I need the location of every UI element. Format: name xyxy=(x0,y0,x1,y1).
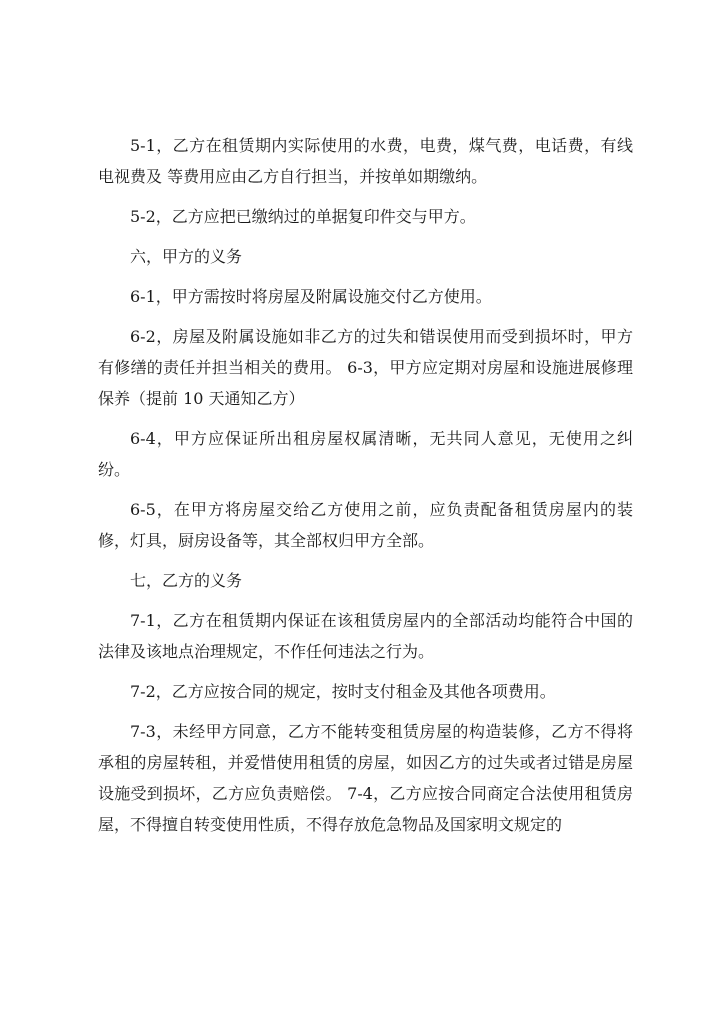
paragraph-6-5: 6-5，在甲方将房屋交给乙方使用之前，应负责配备租赁房屋内的装修，灯具，厨房设备等，其全部权归甲方全部。 xyxy=(98,500,633,550)
paragraph-6-4: 6-4，甲方应保证所出租房屋权属清晰，无共同人意见，无使用之纠纷。 xyxy=(98,429,633,479)
document-body xyxy=(98,130,633,849)
paragraph-7-3: 7-3，未经甲方同意，乙方不能转变租赁房屋的构造装修，乙方不得将承租的房屋转租，并爱惜使用租赁的房屋，如因乙方的过失或者过错是房屋设施受到损坏，乙方应负责赔偿。 7-4，乙方应按合同商定合法使用租赁房屋，不得擅自转变使用性质，不得存放危急物品及国家明文规定的 xyxy=(98,722,633,834)
paragraph-5-1: 5-1，乙方在租赁期内实际使用的水费，电费，煤气费，电话费，有线电视费及 等费用应由乙方自行担当，并按单如期缴纳。 xyxy=(98,136,633,186)
paragraph-7-2: 7-2，乙方应按合同的规定，按时支付租金及其他各项费用。 xyxy=(130,682,556,701)
paragraph-7-1: 7-1，乙方在租赁期内保证在该租赁房屋内的全部活动均能符合中国的法律及该地点治理规定，不作任何违法之行为。 xyxy=(98,611,633,661)
paragraph-6-2: 6-2，房屋及附属设施如非乙方的过失和错误使用而受到损坏时，甲方有修缮的责任并担当相关的费用。 6-3，甲方应定期对房屋和设施进展修理保养（提前 10 天通知乙方） xyxy=(98,327,633,408)
paragraph-6-1: 6-1，甲方需按时将房屋及附属设施交付乙方使用。 xyxy=(130,287,492,306)
section-heading-6: 六，甲方的义务 xyxy=(130,247,243,266)
paragraph-5-2: 5-2，乙方应把已缴纳过的单据复印件交与甲方。 xyxy=(130,207,476,226)
section-heading-7: 七，乙方的义务 xyxy=(130,571,243,590)
